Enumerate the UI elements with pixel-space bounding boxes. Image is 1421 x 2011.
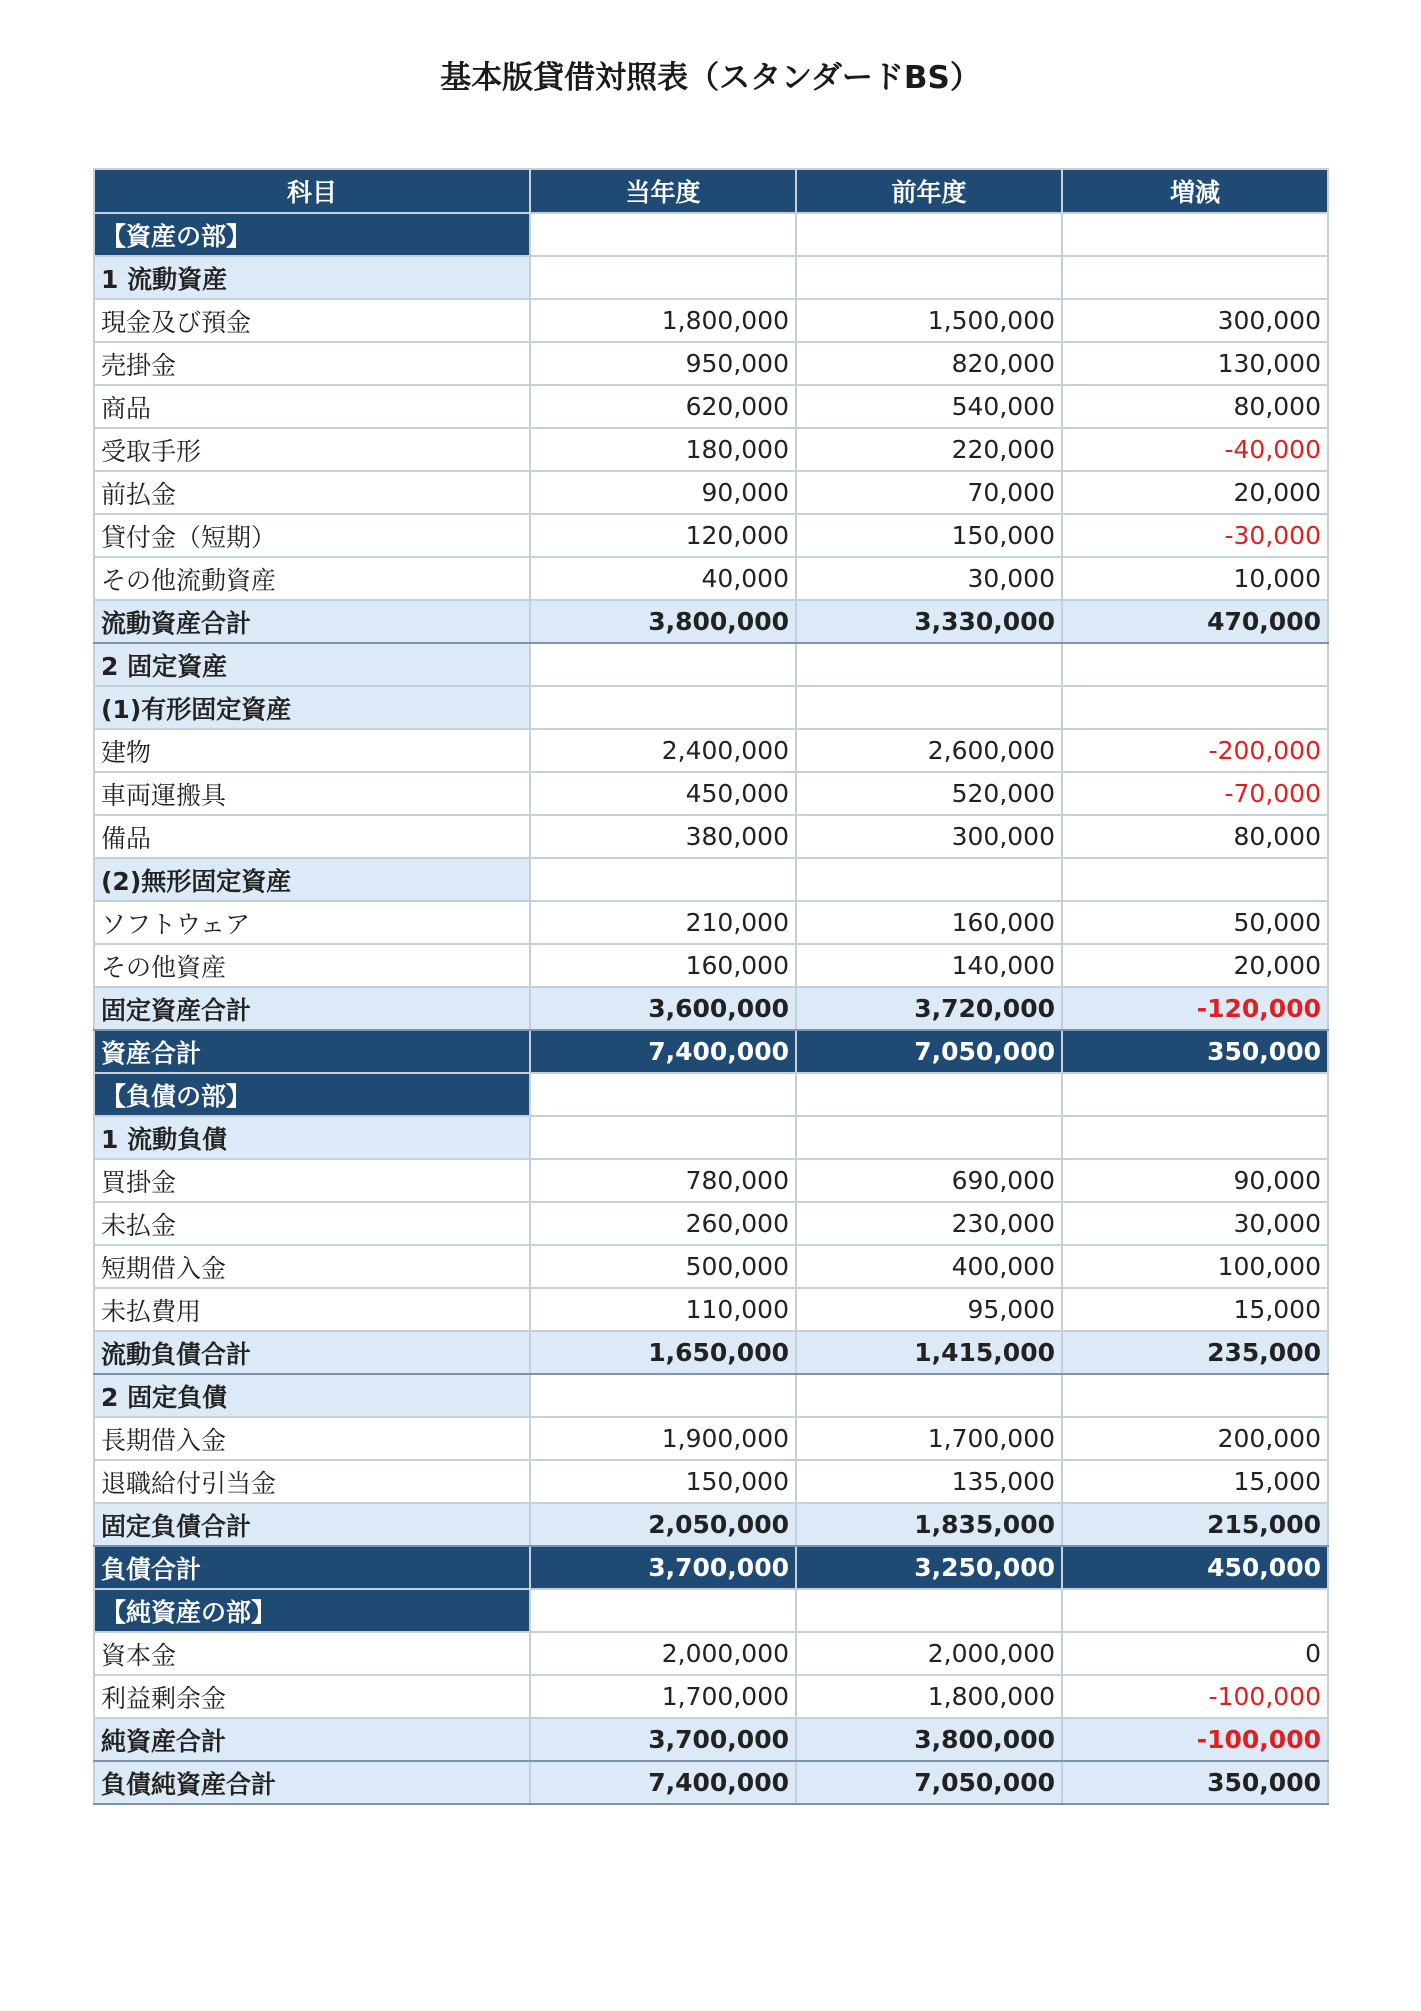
table-row bbox=[94, 729, 1328, 772]
previous-year-cell: 7,050,000 bbox=[796, 1761, 1062, 1804]
previous-year-cell: 2,600,000 bbox=[796, 729, 1062, 772]
change-cell: 20,000 bbox=[1062, 944, 1328, 987]
account-name-cell: 2 固定負債 bbox=[94, 1374, 530, 1417]
account-name-cell: 買掛金 bbox=[94, 1159, 530, 1202]
change-cell: 10,000 bbox=[1062, 557, 1328, 600]
previous-year-cell: 400,000 bbox=[796, 1245, 1062, 1288]
current-year-cell bbox=[530, 1116, 796, 1159]
table-row bbox=[94, 1632, 1328, 1675]
table-row bbox=[94, 471, 1328, 514]
previous-year-cell: 1,800,000 bbox=[796, 1675, 1062, 1718]
previous-year-cell: 820,000 bbox=[796, 342, 1062, 385]
current-year-cell: 2,000,000 bbox=[530, 1632, 796, 1675]
change-cell: 80,000 bbox=[1062, 385, 1328, 428]
subtotal-row bbox=[94, 600, 1328, 643]
current-year-cell: 7,400,000 bbox=[530, 1030, 796, 1073]
previous-year-cell: 1,415,000 bbox=[796, 1331, 1062, 1374]
previous-year-cell: 70,000 bbox=[796, 471, 1062, 514]
previous-year-cell: 3,330,000 bbox=[796, 600, 1062, 643]
account-name-cell: 負債合計 bbox=[94, 1546, 530, 1589]
previous-year-cell: 1,835,000 bbox=[796, 1503, 1062, 1546]
change-cell: 15,000 bbox=[1062, 1460, 1328, 1503]
account-name-cell: その他資産 bbox=[94, 944, 530, 987]
current-year-cell: 2,400,000 bbox=[530, 729, 796, 772]
change-cell: 300,000 bbox=[1062, 299, 1328, 342]
account-name-cell: 未払費用 bbox=[94, 1288, 530, 1331]
section-row bbox=[94, 213, 1328, 256]
subtotal-row bbox=[94, 1503, 1328, 1546]
current-year-cell: 780,000 bbox=[530, 1159, 796, 1202]
current-year-cell bbox=[530, 1589, 796, 1632]
account-name-cell: 受取手形 bbox=[94, 428, 530, 471]
table-row bbox=[94, 944, 1328, 987]
current-year-cell: 150,000 bbox=[530, 1460, 796, 1503]
change-cell: 450,000 bbox=[1062, 1546, 1328, 1589]
account-name-cell: 流動負債合計 bbox=[94, 1331, 530, 1374]
current-year-cell: 7,400,000 bbox=[530, 1761, 796, 1804]
change-cell: -100,000 bbox=[1062, 1675, 1328, 1718]
change-cell: 350,000 bbox=[1062, 1030, 1328, 1073]
change-cell: 0 bbox=[1062, 1632, 1328, 1675]
change-cell: 200,000 bbox=[1062, 1417, 1328, 1460]
account-name-cell: 資本金 bbox=[94, 1632, 530, 1675]
previous-year-cell: 7,050,000 bbox=[796, 1030, 1062, 1073]
current-year-cell: 500,000 bbox=[530, 1245, 796, 1288]
previous-year-cell bbox=[796, 213, 1062, 256]
previous-year-cell: 3,800,000 bbox=[796, 1718, 1062, 1761]
previous-year-cell: 230,000 bbox=[796, 1202, 1062, 1245]
subtotal-row bbox=[94, 987, 1328, 1030]
account-name-cell: 売掛金 bbox=[94, 342, 530, 385]
change-cell: 90,000 bbox=[1062, 1159, 1328, 1202]
account-name-cell: 長期借入金 bbox=[94, 1417, 530, 1460]
previous-year-cell: 3,720,000 bbox=[796, 987, 1062, 1030]
previous-year-cell bbox=[796, 858, 1062, 901]
current-year-cell: 3,700,000 bbox=[530, 1718, 796, 1761]
account-name-cell: 固定負債合計 bbox=[94, 1503, 530, 1546]
table-row bbox=[94, 815, 1328, 858]
account-name-cell: 利益剰余金 bbox=[94, 1675, 530, 1718]
sub-row bbox=[94, 686, 1328, 729]
account-name-cell: 【純資産の部】 bbox=[94, 1589, 530, 1632]
table-row bbox=[94, 385, 1328, 428]
account-name-cell: 【負債の部】 bbox=[94, 1073, 530, 1116]
account-name-cell: ソフトウェア bbox=[94, 901, 530, 944]
current-year-cell: 160,000 bbox=[530, 944, 796, 987]
table-row bbox=[94, 557, 1328, 600]
current-year-cell: 1,700,000 bbox=[530, 1675, 796, 1718]
previous-year-cell: 2,000,000 bbox=[796, 1632, 1062, 1675]
table-row bbox=[94, 1675, 1328, 1718]
account-name-cell: 純資産合計 bbox=[94, 1718, 530, 1761]
account-name-cell: 負債純資産合計 bbox=[94, 1761, 530, 1804]
sub-row bbox=[94, 256, 1328, 299]
previous-year-cell bbox=[796, 1116, 1062, 1159]
change-cell: -70,000 bbox=[1062, 772, 1328, 815]
change-cell: -40,000 bbox=[1062, 428, 1328, 471]
change-cell bbox=[1062, 256, 1328, 299]
change-cell bbox=[1062, 643, 1328, 686]
current-year-cell: 180,000 bbox=[530, 428, 796, 471]
section-row bbox=[94, 1589, 1328, 1632]
balance-sheet-table bbox=[93, 168, 1329, 1805]
current-year-cell: 2,050,000 bbox=[530, 1503, 796, 1546]
total-row bbox=[94, 1030, 1328, 1073]
sub-row bbox=[94, 643, 1328, 686]
change-cell bbox=[1062, 686, 1328, 729]
previous-year-cell bbox=[796, 643, 1062, 686]
sub-row bbox=[94, 858, 1328, 901]
table-row bbox=[94, 299, 1328, 342]
account-name-cell: その他流動資産 bbox=[94, 557, 530, 600]
current-year-cell: 40,000 bbox=[530, 557, 796, 600]
previous-year-cell: 135,000 bbox=[796, 1460, 1062, 1503]
current-year-cell: 3,700,000 bbox=[530, 1546, 796, 1589]
change-cell: 30,000 bbox=[1062, 1202, 1328, 1245]
previous-year-cell: 300,000 bbox=[796, 815, 1062, 858]
account-name-cell: 車両運搬具 bbox=[94, 772, 530, 815]
previous-year-cell: 140,000 bbox=[796, 944, 1062, 987]
table-row bbox=[94, 901, 1328, 944]
change-cell bbox=[1062, 858, 1328, 901]
previous-year-cell bbox=[796, 686, 1062, 729]
change-cell: 235,000 bbox=[1062, 1331, 1328, 1374]
current-year-cell bbox=[530, 643, 796, 686]
previous-year-cell: 1,500,000 bbox=[796, 299, 1062, 342]
table-row bbox=[94, 772, 1328, 815]
account-name-cell: (1)有形固定資産 bbox=[94, 686, 530, 729]
current-year-cell bbox=[530, 256, 796, 299]
change-cell: 80,000 bbox=[1062, 815, 1328, 858]
table-row bbox=[94, 1245, 1328, 1288]
previous-year-cell: 220,000 bbox=[796, 428, 1062, 471]
previous-year-cell bbox=[796, 1374, 1062, 1417]
section-row bbox=[94, 1073, 1328, 1116]
account-name-cell: 建物 bbox=[94, 729, 530, 772]
account-name-cell: 前払金 bbox=[94, 471, 530, 514]
previous-year-cell bbox=[796, 256, 1062, 299]
current-year-cell: 3,600,000 bbox=[530, 987, 796, 1030]
current-year-cell: 210,000 bbox=[530, 901, 796, 944]
previous-year-cell: 160,000 bbox=[796, 901, 1062, 944]
current-year-cell: 1,650,000 bbox=[530, 1331, 796, 1374]
current-year-cell bbox=[530, 1073, 796, 1116]
current-year-cell: 90,000 bbox=[530, 471, 796, 514]
current-year-cell: 110,000 bbox=[530, 1288, 796, 1331]
previous-year-cell: 540,000 bbox=[796, 385, 1062, 428]
account-name-cell: 退職給付引当金 bbox=[94, 1460, 530, 1503]
previous-year-cell: 520,000 bbox=[796, 772, 1062, 815]
account-name-cell: 資産合計 bbox=[94, 1030, 530, 1073]
change-cell: 20,000 bbox=[1062, 471, 1328, 514]
account-name-cell: 固定資産合計 bbox=[94, 987, 530, 1030]
change-cell: 100,000 bbox=[1062, 1245, 1328, 1288]
previous-year-cell bbox=[796, 1073, 1062, 1116]
account-name-cell: 現金及び預金 bbox=[94, 299, 530, 342]
change-cell bbox=[1062, 1589, 1328, 1632]
current-year-cell bbox=[530, 1374, 796, 1417]
previous-year-cell: 150,000 bbox=[796, 514, 1062, 557]
change-cell: 215,000 bbox=[1062, 1503, 1328, 1546]
current-year-cell bbox=[530, 686, 796, 729]
sub-row bbox=[94, 1374, 1328, 1417]
change-cell: -200,000 bbox=[1062, 729, 1328, 772]
account-name-cell: 1 流動負債 bbox=[94, 1116, 530, 1159]
subtotal-row bbox=[94, 1331, 1328, 1374]
account-name-cell: 短期借入金 bbox=[94, 1245, 530, 1288]
current-year-cell: 450,000 bbox=[530, 772, 796, 815]
change-cell bbox=[1062, 213, 1328, 256]
total-row bbox=[94, 1546, 1328, 1589]
current-year-cell bbox=[530, 213, 796, 256]
change-cell: 15,000 bbox=[1062, 1288, 1328, 1331]
table-row bbox=[94, 1159, 1328, 1202]
change-cell bbox=[1062, 1374, 1328, 1417]
account-name-cell: 未払金 bbox=[94, 1202, 530, 1245]
previous-year-cell: 690,000 bbox=[796, 1159, 1062, 1202]
table-row bbox=[94, 342, 1328, 385]
current-year-cell bbox=[530, 858, 796, 901]
table-row bbox=[94, 1202, 1328, 1245]
change-cell: 130,000 bbox=[1062, 342, 1328, 385]
previous-year-cell: 95,000 bbox=[796, 1288, 1062, 1331]
header-row bbox=[94, 169, 1328, 213]
header-previous-year: 前年度 bbox=[796, 169, 1062, 213]
table-row bbox=[94, 1417, 1328, 1460]
header-change: 増減 bbox=[1062, 169, 1328, 213]
current-year-cell: 620,000 bbox=[530, 385, 796, 428]
current-year-cell: 260,000 bbox=[530, 1202, 796, 1245]
table-row bbox=[94, 514, 1328, 557]
current-year-cell: 1,800,000 bbox=[530, 299, 796, 342]
change-cell bbox=[1062, 1073, 1328, 1116]
previous-year-cell: 30,000 bbox=[796, 557, 1062, 600]
page-title: 基本版貸借対照表（スタンダードBS） bbox=[440, 60, 981, 96]
previous-year-cell bbox=[796, 1589, 1062, 1632]
account-name-cell: 流動資産合計 bbox=[94, 600, 530, 643]
table-header bbox=[94, 169, 1328, 213]
table-row bbox=[94, 1288, 1328, 1331]
current-year-cell: 3,800,000 bbox=[530, 600, 796, 643]
account-name-cell: 1 流動資産 bbox=[94, 256, 530, 299]
header-current-year: 当年度 bbox=[530, 169, 796, 213]
account-name-cell: 貸付金（短期） bbox=[94, 514, 530, 557]
change-cell: -100,000 bbox=[1062, 1718, 1328, 1761]
subtotal-row bbox=[94, 1718, 1328, 1761]
previous-year-cell: 3,250,000 bbox=[796, 1546, 1062, 1589]
header-account: 科目 bbox=[94, 169, 530, 213]
account-name-cell: (2)無形固定資産 bbox=[94, 858, 530, 901]
previous-year-cell: 1,700,000 bbox=[796, 1417, 1062, 1460]
change-cell: 350,000 bbox=[1062, 1761, 1328, 1804]
change-cell: 470,000 bbox=[1062, 600, 1328, 643]
account-name-cell: 2 固定資産 bbox=[94, 643, 530, 686]
change-cell bbox=[1062, 1116, 1328, 1159]
current-year-cell: 120,000 bbox=[530, 514, 796, 557]
change-cell: -30,000 bbox=[1062, 514, 1328, 557]
subtotal-row bbox=[94, 1761, 1328, 1804]
table-row bbox=[94, 1460, 1328, 1503]
table-row bbox=[94, 428, 1328, 471]
sub-row bbox=[94, 1116, 1328, 1159]
account-name-cell: 【資産の部】 bbox=[94, 213, 530, 256]
current-year-cell: 380,000 bbox=[530, 815, 796, 858]
change-cell: -120,000 bbox=[1062, 987, 1328, 1030]
table-body bbox=[94, 213, 1328, 1804]
account-name-cell: 商品 bbox=[94, 385, 530, 428]
change-cell: 50,000 bbox=[1062, 901, 1328, 944]
current-year-cell: 950,000 bbox=[530, 342, 796, 385]
account-name-cell: 備品 bbox=[94, 815, 530, 858]
current-year-cell: 1,900,000 bbox=[530, 1417, 796, 1460]
